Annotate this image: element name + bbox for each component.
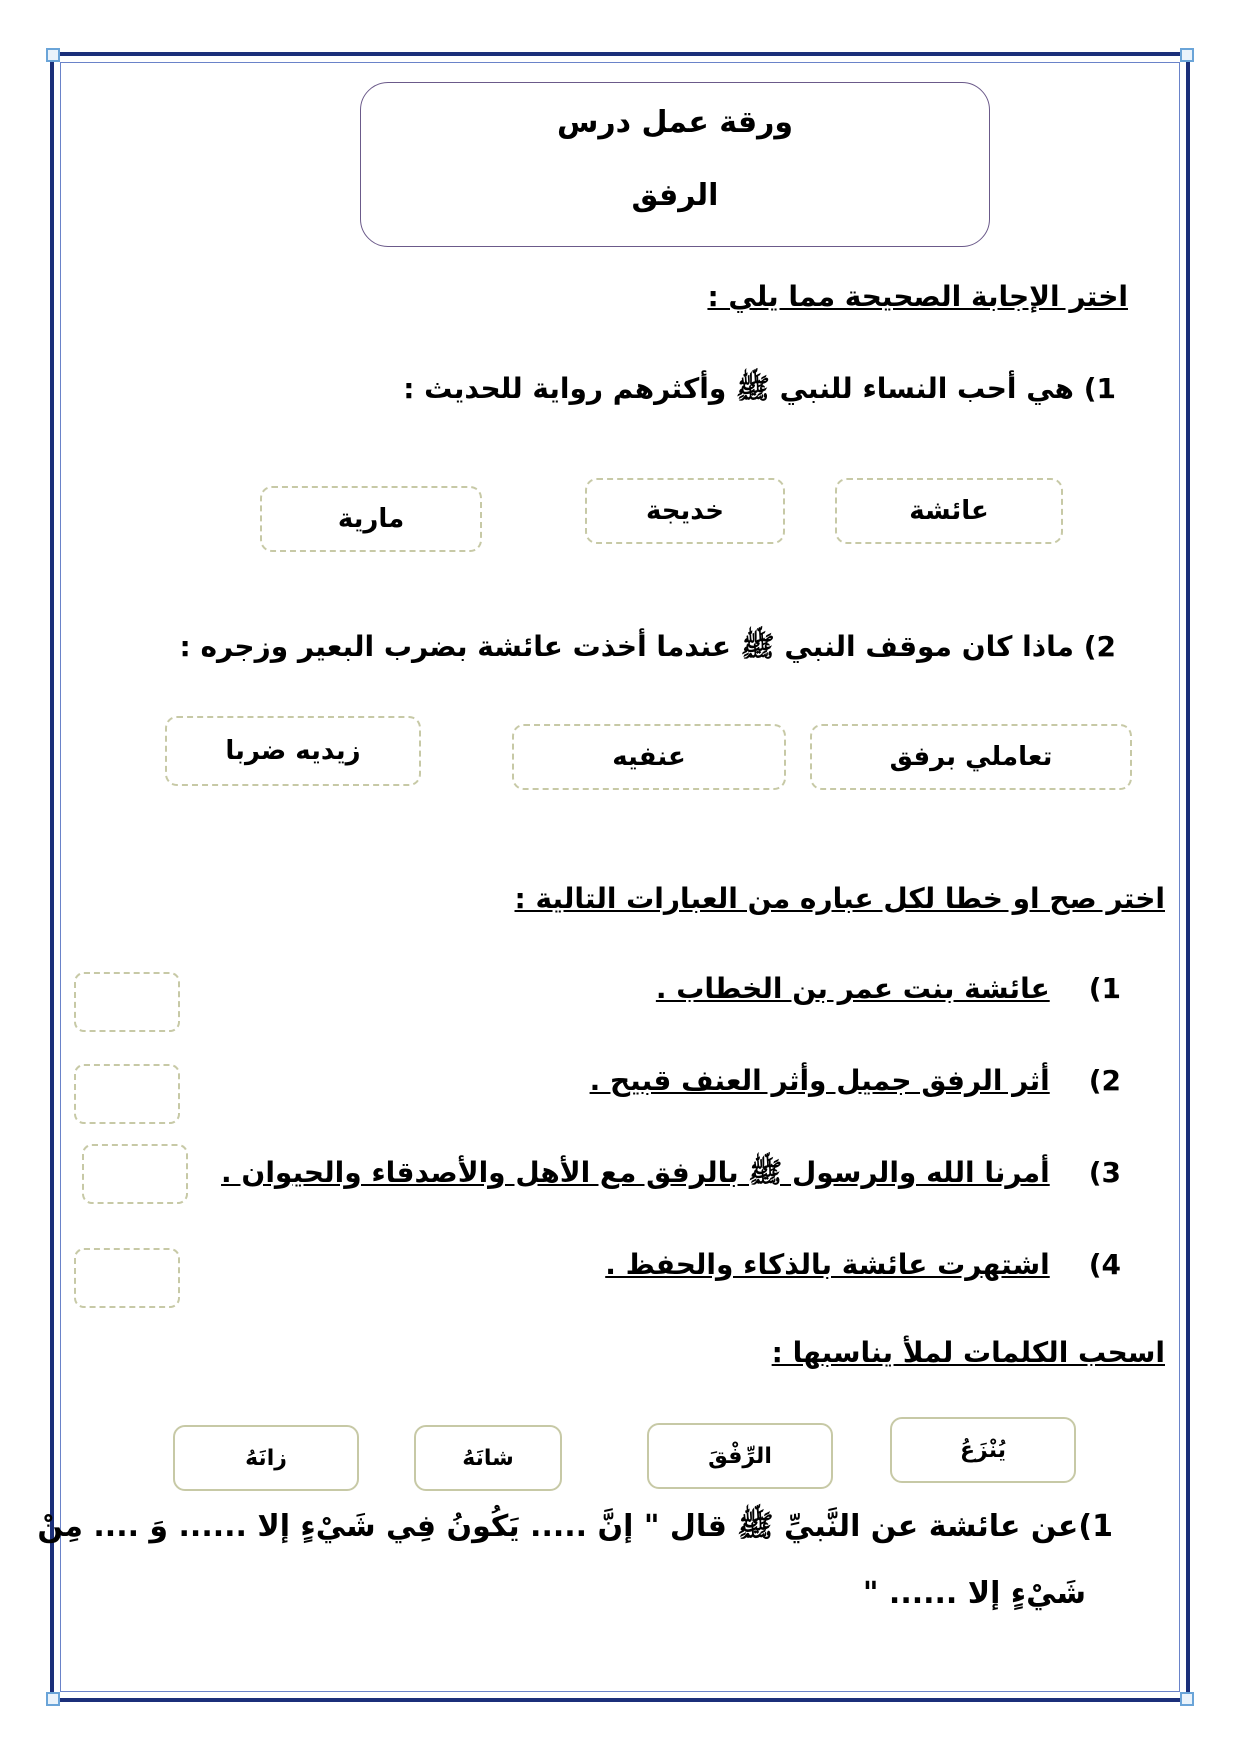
drag-word-alrifq[interactable]: الرِّفْقَ [647,1423,833,1489]
question-1-number: 1) [1083,372,1116,405]
statement-1-number: 1) [1088,972,1121,1005]
statement-4-text: اشتهرت عائشة بالذكاء والحفظ . [605,1248,1050,1281]
q1-option-aisha[interactable]: عائشة [835,478,1063,544]
q2-option-hit-more[interactable]: زيديه ضربا [165,716,421,786]
drag-word-shanahu[interactable]: شانَهُ [414,1425,562,1491]
lesson-title: الرفق [631,178,719,213]
drag-word-zanahu[interactable]: زانَهُ [173,1425,359,1491]
question-1 [403,372,1116,412]
corner-ornament [1180,48,1194,62]
section3-heading: اسحب الكلمات لملأ يناسبها : [771,1336,1165,1369]
q2-option-harsh[interactable]: عنفيه [512,724,786,790]
question-2 [180,630,1116,670]
drag-word-yunza[interactable]: يُنْزَعُ [890,1417,1076,1483]
statement-4-number: 4) [1088,1248,1121,1281]
corner-ornament [1180,1692,1194,1706]
true-false-box-2[interactable] [74,1064,180,1124]
statement-2-text: أثر الرفق جميل وأثر العنف قبيح . [589,1064,1050,1097]
true-false-box-4[interactable] [74,1248,180,1308]
true-false-box-3[interactable] [82,1144,188,1204]
q2-option-gentle[interactable]: تعاملي برفق [810,724,1132,790]
hadith-sentence-line-1: 1)عن عائشة عن النَّبيِّ ﷺ قال " إنَّ ..... يَكُونُ فِي شَيْءٍ إلا ...... وَ .... مِنْ [37,1509,1113,1544]
question-1-text: هي أحب النساء للنبي ﷺ وأكثرهم رواية للحديث : [403,372,1074,405]
q1-option-khadija[interactable]: خديجة [585,478,785,544]
statement-4 [605,1248,1121,1281]
statement-2-number: 2) [1088,1064,1121,1097]
statement-3 [221,1156,1121,1196]
q1-option-maria[interactable]: مارية [260,486,482,552]
hadith-sentence-line-2: شَيْءٍ إلا ...... " [862,1576,1086,1611]
statement-3-number: 3) [1088,1156,1121,1189]
statement-2 [590,1064,1121,1097]
statement-1 [656,972,1121,1005]
corner-ornament [46,48,60,62]
title-box [360,82,990,247]
worksheet-title: ورقة عمل درس [556,105,794,140]
question-2-text: ماذا كان موقف النبي ﷺ عندما أخذت عائشة بضرب البعير وزجره : [179,630,1074,663]
section1-heading: اختر الإجابة الصحيحة مما يلي : [707,280,1128,313]
corner-ornament [46,1692,60,1706]
statement-1-text: عائشة بنت عمر بن الخطاب . [655,972,1050,1005]
statement-3-text: أمرنا الله والرسول ﷺ بالرفق مع الأهل والأصدقاء والحيوان . [221,1156,1050,1189]
section2-heading: اختر صح او خطا لكل عباره من العبارات التالية : [514,882,1165,915]
true-false-box-1[interactable] [74,972,180,1032]
question-2-number: 2) [1083,630,1116,663]
